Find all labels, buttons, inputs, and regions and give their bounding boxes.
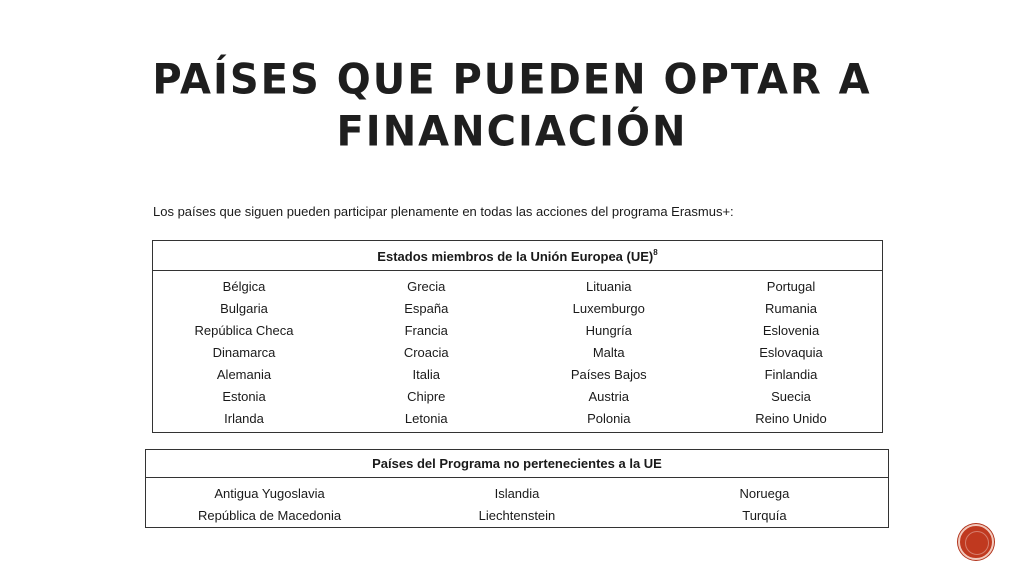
country-cell: Reino Unido xyxy=(755,410,827,426)
slide-title-line-1: PAÍSES QUE PUEDEN OPTAR A xyxy=(152,56,872,104)
country-cell: Polonia xyxy=(587,410,631,426)
country-cell: Francia xyxy=(404,322,448,338)
table-row xyxy=(146,478,889,505)
table-row xyxy=(153,385,883,407)
country-cell: Grecia xyxy=(407,278,446,294)
country-cell: República Checa xyxy=(194,322,294,338)
country-cell: Eslovenia xyxy=(762,322,820,338)
country-cell: Noruega xyxy=(739,485,790,501)
country-cell: Turquía xyxy=(742,507,787,523)
country-cell: Irlanda xyxy=(224,410,264,426)
table-row xyxy=(153,407,883,433)
country-cell: Lituania xyxy=(585,278,632,294)
eu-table-header xyxy=(153,241,883,271)
country-cell: Hungría xyxy=(585,322,632,338)
country-cell: Islandia xyxy=(494,485,540,501)
country-cell: República de Macedonia xyxy=(198,507,342,523)
eu-member-states-table xyxy=(152,240,883,433)
country-cell: Finlandia xyxy=(764,366,818,382)
country-cell: Eslovaquia xyxy=(759,344,823,360)
country-cell: Antigua Yugoslavia xyxy=(214,485,325,501)
intro-text: Los países que siguen pueden participar plenamente en todas las acciones del programa Erasmus+: xyxy=(153,204,734,219)
eu-table-header-label: Estados miembros de la Unión Europea (UE) xyxy=(377,248,654,264)
table-row xyxy=(146,504,889,528)
country-cell: Portugal xyxy=(766,278,816,294)
country-cell: Bulgaria xyxy=(220,300,268,316)
country-cell: Suecia xyxy=(771,388,811,404)
slide-title xyxy=(0,54,1024,158)
footnote-mark: 8 xyxy=(653,247,658,257)
country-cell: Austria xyxy=(588,388,629,404)
table-row xyxy=(153,363,883,385)
country-cell: Estonia xyxy=(222,388,266,404)
circle-nav-icon[interactable] xyxy=(958,524,994,560)
table-row xyxy=(153,297,883,319)
country-cell: Alemania xyxy=(216,366,272,382)
country-cell: Rumania xyxy=(764,300,818,316)
table-row xyxy=(153,271,883,298)
country-cell: Malta xyxy=(592,344,625,360)
country-cell: Italia xyxy=(412,366,440,382)
non-eu-table-header: Países del Programa no pertenecientes a la UE xyxy=(146,450,889,478)
country-cell: Países Bajos xyxy=(570,366,647,382)
non-eu-program-countries-table xyxy=(145,449,889,528)
country-cell: Liechtenstein xyxy=(478,507,556,523)
country-cell: Chipre xyxy=(407,388,446,404)
table-row xyxy=(153,319,883,341)
slide-title-line-2: FINANCIACIÓN xyxy=(336,108,688,156)
table-row xyxy=(153,341,883,363)
country-cell: Croacia xyxy=(403,344,449,360)
country-cell: Dinamarca xyxy=(212,344,276,360)
country-cell: Letonia xyxy=(404,410,448,426)
country-cell: Bélgica xyxy=(222,278,266,294)
country-cell: España xyxy=(404,300,449,316)
country-cell: Luxemburgo xyxy=(572,300,645,316)
